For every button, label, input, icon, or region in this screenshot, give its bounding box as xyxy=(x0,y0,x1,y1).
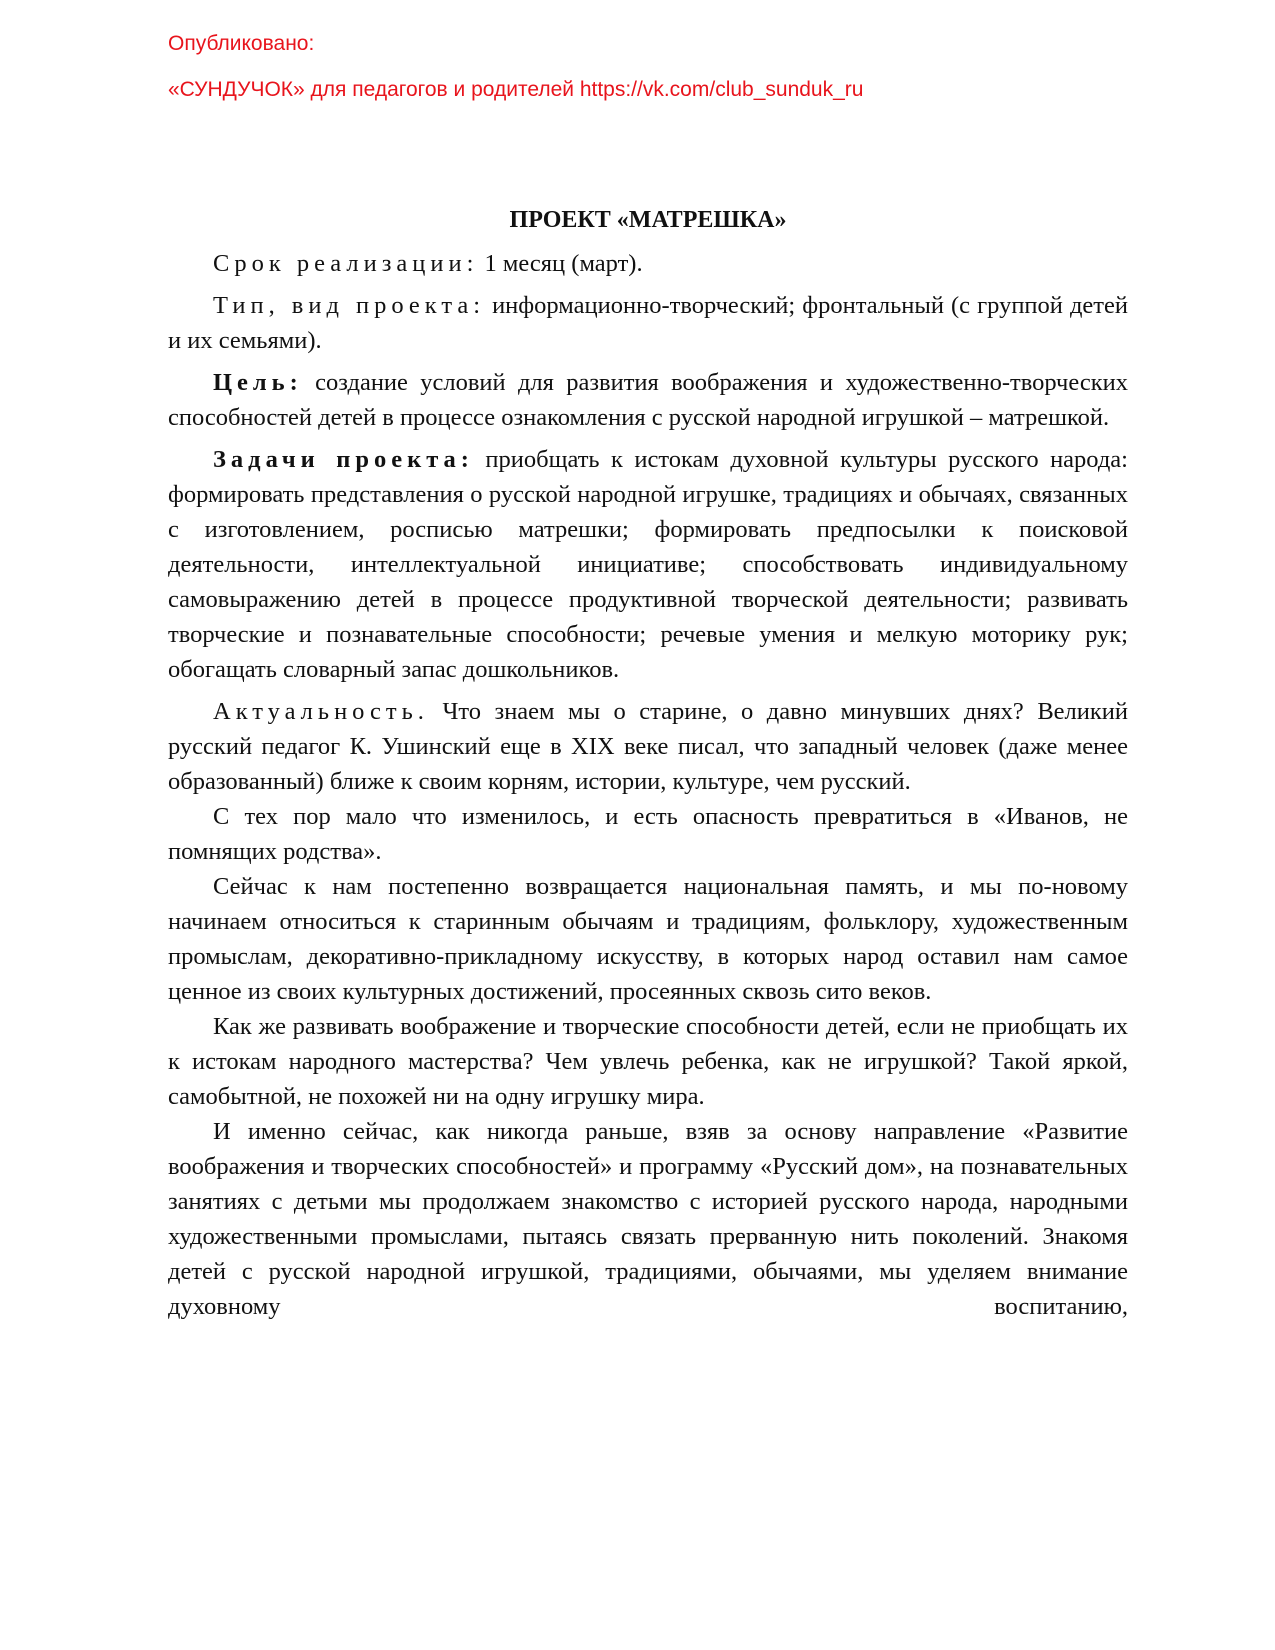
type-label: Тип, вид проекта: xyxy=(213,292,486,319)
goal-text: создание условий для развития воображения и художественно-творческих способностей детей в процессе ознакомления с русской народной игрушкой – матрешкой. xyxy=(168,369,1128,431)
source-line: «СУНДУЧОК» для педагогов и родителей https://vk.com/club_sunduk_ru xyxy=(168,78,864,101)
paragraph: С тех пор мало что изменилось, и есть опасность превратиться в «Иванов, не помнящих родства». xyxy=(168,803,1128,865)
tasks-text: приобщать к истокам духовной культуры русского народа: формировать представления о русской народной игрушке, традициях и обычаях, связанных с изготовлением, росписью матрешки; формировать предпосылки к поисковой деятельности, интеллектуальной инициативе; способствовать индивидуальному самовыражению детей в процессе продуктивной творческой деятельности; развивать творческие и познавательные способности; речевые умения и мелкую моторику рук; обогащать словарный запас дошкольников. xyxy=(168,446,1128,683)
relevance-label: Актуальность. xyxy=(213,698,429,725)
goal-label: Цель: xyxy=(213,369,303,396)
paragraph-relevance xyxy=(168,694,1128,799)
page-title: ПРОЕКТ «МАТРЕШКА» xyxy=(509,207,787,233)
published-label: Опубликовано: xyxy=(168,32,315,55)
paragraph: И именно сейчас, как никогда раньше, взяв за основу направление «Развитие воображения и творческих способностей» и программу «Русский дом», на познавательных занятиях с детьми мы продолжаем знакомство с историей русского народа, народными художественными промыслами, пытаясь связать прерванную нить поколений. Знакомя детей с русской народной игрушкой, традициями, обычаями, мы уделяем внимание духовному воспитанию, xyxy=(168,1118,1128,1320)
paragraph-tasks xyxy=(168,442,1128,687)
paragraph-term xyxy=(168,246,1128,281)
term-text: 1 месяц (март). xyxy=(478,250,643,277)
paragraph: Как же развивать воображение и творческие способности детей, если не приобщать их к истокам народного мастерства? Чем увлечь ребенка, как не игрушкой? Такой яркой, самобытной, не похожей ни на одну игрушку мира. xyxy=(168,1013,1128,1110)
paragraph: Сейчас к нам постепенно возвращается национальная память, и мы по-новому начинаем относиться к старинным обычаям и традициям, фольклору, художественным промыслам, декоративно-прикладному искусству, в которых народ оставил нам самое ценное из своих культурных достижений, просеянных сквозь сито веков. xyxy=(168,873,1128,1005)
type-text: информационно-творческий; фронтальный (с группой детей и их семьями). xyxy=(168,292,1128,354)
paragraph-type xyxy=(168,288,1128,358)
relevance-text: Что знаем мы о старине, о давно минувших днях? Великий русский педагог К. Ушинский еще в XIX веке писал, что западный человек (даже менее образованный) ближе к своим корням, истории, культуре, чем русский. xyxy=(168,698,1128,795)
tasks-label: Задачи проекта: xyxy=(213,446,474,473)
term-label: Срок реализации: xyxy=(213,250,479,277)
document-body xyxy=(168,203,1128,1324)
paragraph-goal xyxy=(168,365,1128,435)
